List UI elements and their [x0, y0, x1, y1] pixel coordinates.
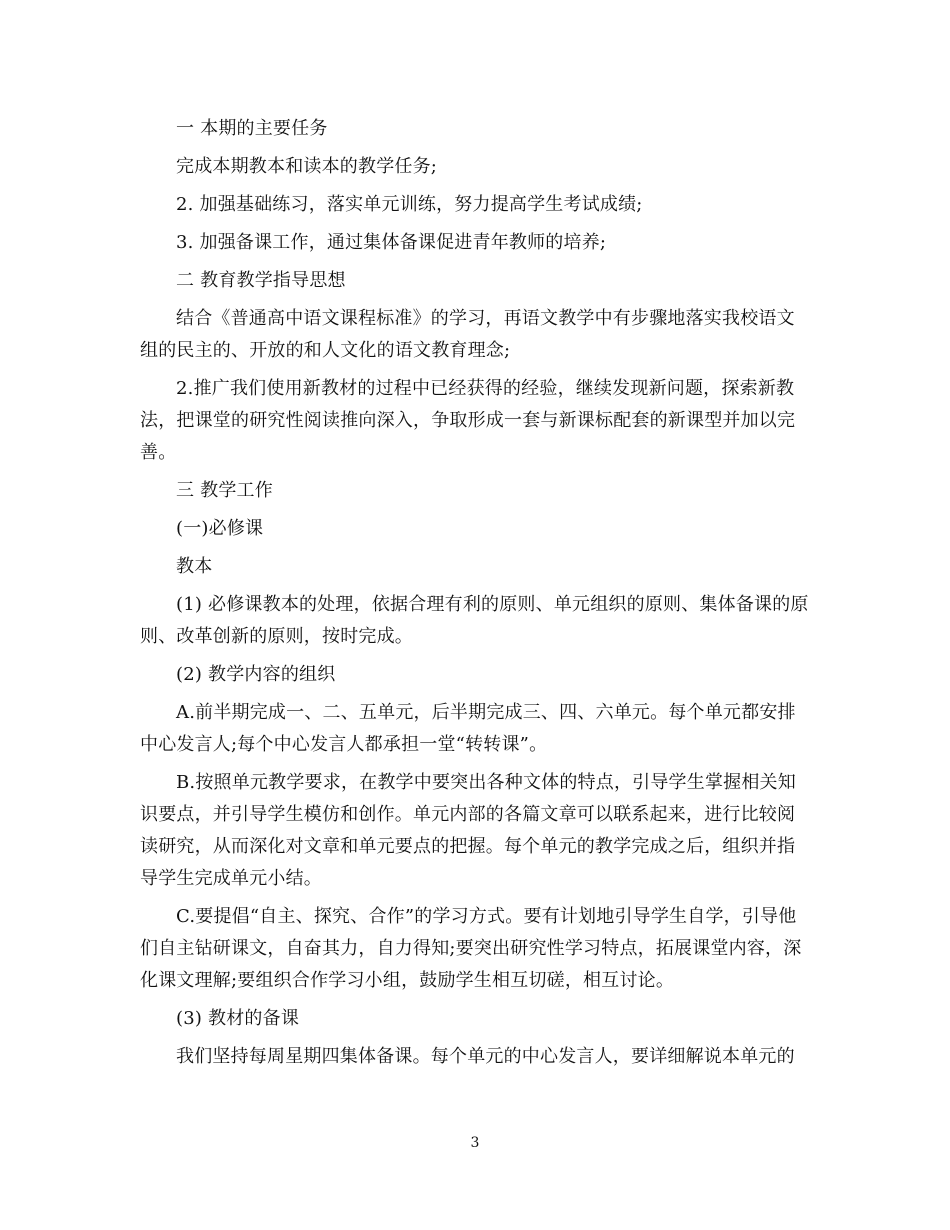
section-heading-teaching-work: 三 教学工作: [176, 480, 273, 501]
paragraph: (2) 教学内容的组织: [176, 664, 336, 685]
paragraph: B.按照单元教学要求，在教学中要突出各种文体的特点，引导学生掌握相关知识要点，并引导学生模仿和创作。单元内部的各篇文章可以联系起来，进行比较阅读研究，从而深化对文章和单元要点的把握。每个单元的教学完成之后，组织并指导学生完成单元小结。: [140, 772, 796, 889]
paragraph: (1) 必修课教本的处理，依据合理有利的原则、单元组织的原则、集体备课的原则、改革创新的原则，按时完成。: [140, 594, 809, 647]
paragraph: 2.推广我们使用新教材的过程中已经获得的经验，继续发现新问题，探索新教法，把课堂的研究性阅读推向深入，争取形成一套与新课标配套的新课型并加以完善。: [140, 378, 796, 463]
document-body: [140, 113, 810, 1079]
section-heading-main-tasks: 一 本期的主要任务: [176, 118, 328, 139]
subheading-required-course: (一)必修课: [176, 518, 264, 539]
paragraph: 3. 加强备课工作，通过集体备课促进青年教师的培养;: [176, 232, 607, 253]
page-number: 3: [470, 1135, 480, 1151]
paragraph: (3) 教材的备课: [176, 1008, 300, 1029]
paragraph: C.要提倡“自主、探究、合作”的学习方式。要有计划地引导学生自学，引导他们自主钻研课文，自奋其力，自力得知;要突出研究性学习特点，拓展课堂内容，深化课文理解;要组织合作学习小组，鼓励学生相互切磋，相互讨论。: [140, 906, 802, 991]
subheading-textbook: 教本: [176, 556, 213, 577]
paragraph: 我们坚持每周星期四集体备课。每个单元的中心发言人，要详细解说本单元的: [176, 1046, 795, 1067]
section-heading-guiding-thought: 二 教育教学指导思想: [176, 270, 346, 291]
paragraph: 完成本期教本和读本的教学任务;: [176, 156, 438, 177]
paragraph: A.前半期完成一、二、五单元，后半期完成三、四、六单元。每个单元都安排中心发言人;每个中心发言人都承担一堂“转转课”。: [140, 702, 796, 755]
paragraph: 2. 加强基础练习，落实单元训练，努力提高学生考试成绩;: [176, 194, 643, 215]
paragraph: 结合《普通高中语文课程标准》的学习，再语文教学中有步骤地落实我校语文组的民主的、开放的和人文化的语文教育理念;: [140, 308, 795, 361]
